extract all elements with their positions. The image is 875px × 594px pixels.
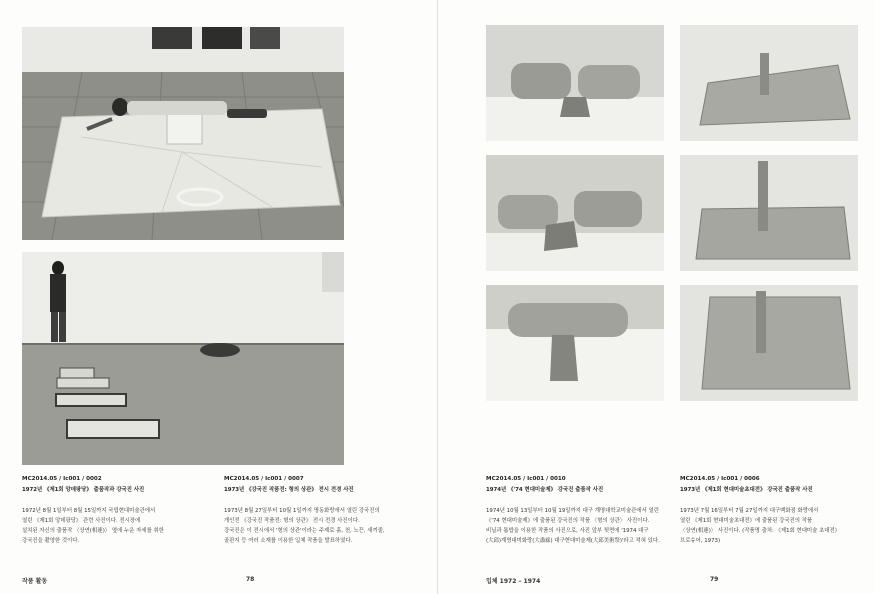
footer-page-number: 78 bbox=[246, 576, 255, 583]
footer-page-number: 79 bbox=[710, 576, 719, 583]
caption-title: 1973년 《강국진 작품전: 형의 상관》 전시 전경 사진 bbox=[224, 487, 354, 493]
photo-sawdust-bag-3 bbox=[486, 285, 664, 401]
caption-line: 강국진은 이 전시에서 '형의 상관'이라는 주제로 흙, 천, 노끈, 새끼줄, bbox=[224, 528, 385, 534]
caption-line: 1973년 7월 16일부터 7월 27일까지 대구백화점 화랑에서 bbox=[680, 508, 819, 514]
caption-body bbox=[486, 506, 660, 546]
caption-line: 골판지 등 여러 소재를 이용한 입체 작품을 발표하였다. bbox=[224, 538, 353, 544]
caption-line: 1972년 8월 1일부터 8월 15일까지 국립현대미술관에서 bbox=[22, 508, 156, 514]
caption-line: 〈상연(相連)〉 사진이다. (작품명 출처: 《제1회 현대미술 초대전》 bbox=[680, 528, 841, 534]
caption-line: 1973년 8월 27일부터 10월 1일까지 명동화랑에서 열린 강국진의 bbox=[224, 508, 380, 514]
caption-line: 1974년 10월 13일부터 10월 19일까지 대구 계명대학교미술관에서 열린 bbox=[486, 508, 659, 514]
caption-0010 bbox=[486, 474, 660, 546]
caption-body bbox=[680, 506, 840, 546]
caption-line: 열린 《제1회 앙데팡당》 관련 사진이다. 전시장에 bbox=[22, 518, 141, 524]
footer-section-title: 입체 1972 – 1974 bbox=[486, 578, 541, 585]
photo-exhibition-view bbox=[22, 252, 344, 465]
photo-slab-pole-2 bbox=[680, 155, 858, 271]
photo-slab-pole-1 bbox=[680, 25, 858, 141]
caption-line: 강국진을 촬영한 것이다. bbox=[22, 538, 80, 544]
footer-section-title: 작품 활동 bbox=[22, 578, 48, 585]
caption-0007 bbox=[224, 474, 385, 546]
caption-title: 1974년 《'74 현대미술제》 강국진 출품작 사진 bbox=[486, 487, 604, 493]
caption-title: 1973년 《제1회 현대미술초대전》 강국진 출품작 사진 bbox=[680, 487, 813, 493]
photo-slab-pole-3 bbox=[680, 285, 858, 401]
caption-line: (大邱)계명대미화랑(大畵廊) 대구현대미술제(大邱美術祭)'라고 적혀 있다. bbox=[486, 538, 660, 544]
photo-sawdust-bag-2 bbox=[486, 155, 664, 271]
caption-title: 1972년 《제1회 앙데팡당》 출품작과 강국진 사진 bbox=[22, 487, 145, 493]
caption-0002 bbox=[22, 474, 164, 546]
caption-line: 설치된 자신의 출품작 〈상연(相連)〉 옆에 누운 자세를 취한 bbox=[22, 528, 164, 534]
caption-line: 브로슈어, 1973) bbox=[680, 538, 721, 544]
caption-line: 열린 《제1회 현대미술초대전》에 출품된 강국진의 작품 bbox=[680, 518, 813, 524]
right-page bbox=[438, 0, 875, 594]
caption-line: 개인전 《강국진 작품전: 형의 상관》 전시 전경 사진이다. bbox=[224, 518, 360, 524]
caption-body bbox=[22, 506, 164, 546]
caption-id: MC2014.05 / Ic001 / 0010 bbox=[486, 476, 566, 482]
left-page bbox=[0, 0, 437, 594]
caption-line: 《'74 현대미술제》에 출품된 강국진의 작품 〈형의 상관〉 사진이다. bbox=[486, 518, 650, 524]
photo-sawdust-bag-1 bbox=[486, 25, 664, 141]
caption-id: MC2014.05 / Ic001 / 0006 bbox=[680, 476, 760, 482]
caption-line: 비닐과 톱밥을 이용한 작품의 사진으로, 사진 앞부 뒷면에 '1974 대구 bbox=[486, 528, 649, 534]
caption-body bbox=[224, 506, 385, 546]
caption-0006 bbox=[680, 474, 840, 546]
caption-id: MC2014.05 / Ic001 / 0002 bbox=[22, 476, 102, 482]
caption-id: MC2014.05 / Ic001 / 0007 bbox=[224, 476, 304, 482]
photo-artist-lying-on-cloth bbox=[22, 27, 344, 240]
